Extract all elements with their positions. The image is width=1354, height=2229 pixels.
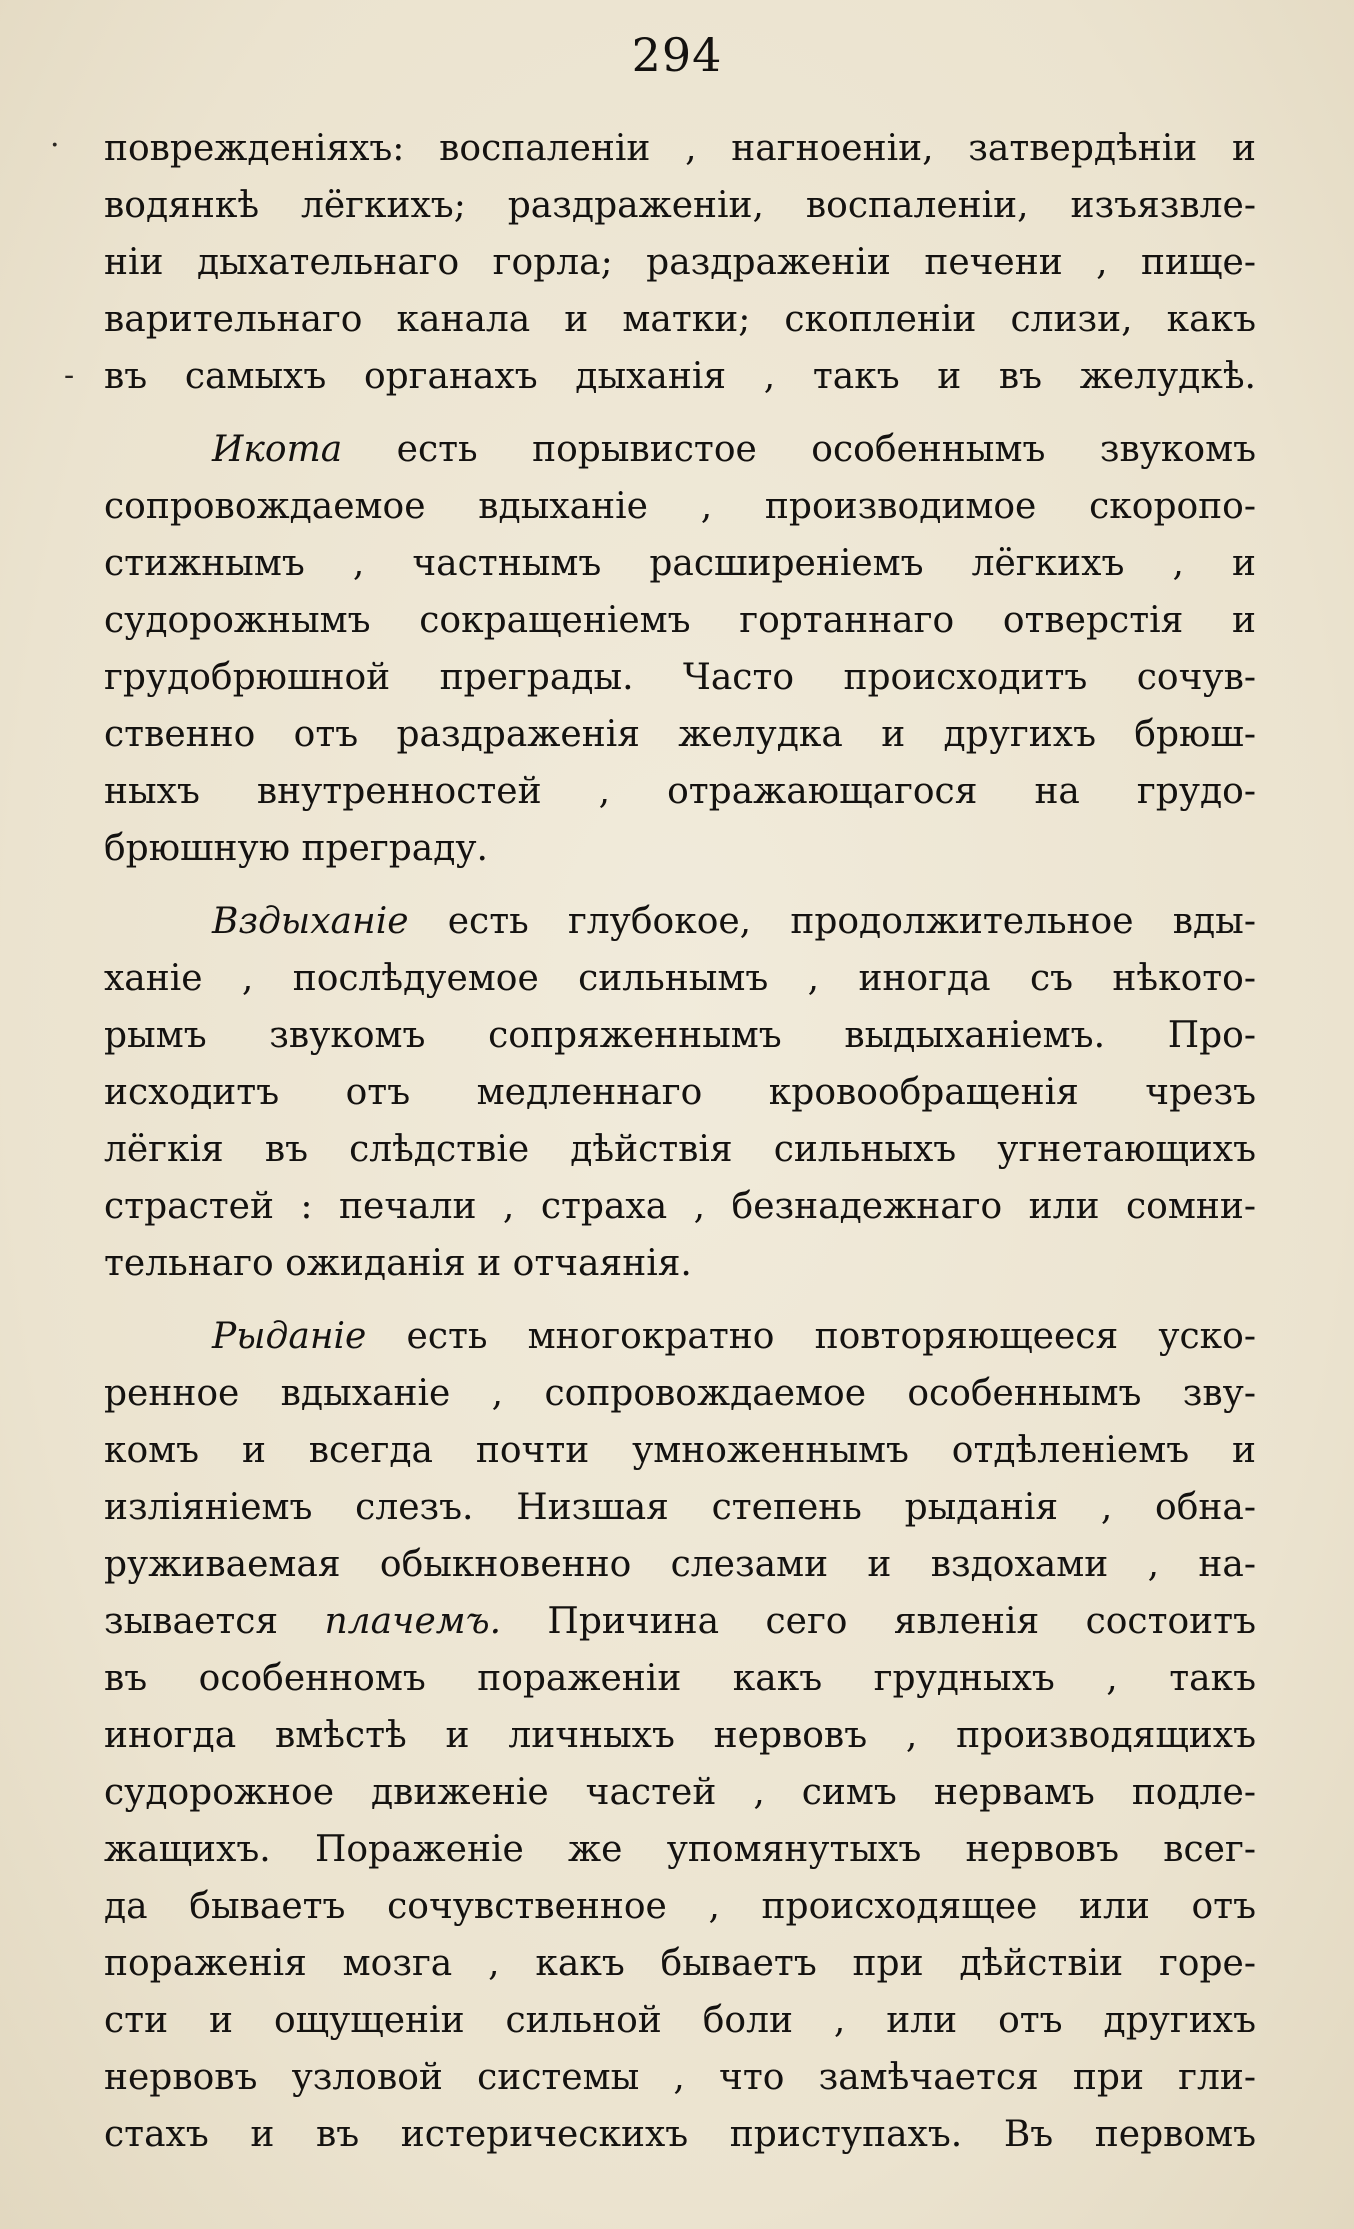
text-line <box>104 893 1256 950</box>
text-line: поврежденіяхъ: воспаленіи , нагноеніи, затвердѣніи и <box>104 128 1256 169</box>
text-line: ніи дыхательнаго горла; раздраженіи печени , пище- <box>104 242 1256 283</box>
text-line: лёгкія въ слѣдствіе дѣйствія сильныхъ угнетающихъ <box>104 1129 1256 1170</box>
text-line <box>104 1308 1256 1365</box>
term-vzdykhanie: Вздыханіе <box>212 901 409 942</box>
term-plach: плачемъ. <box>324 1601 502 1642</box>
text-line: ныхъ внутренностей , отражающагося на грудо- <box>104 771 1256 812</box>
text-line: руживаемая обыкновенно слезами и вздохами , на- <box>104 1544 1256 1585</box>
term-rydanie: Рыданіе <box>212 1316 367 1357</box>
text-line <box>104 421 1256 478</box>
paragraph-ikota <box>104 421 1256 877</box>
line-text: Причина сего явленія состоитъ <box>501 1601 1256 1642</box>
text-line: исходитъ отъ медленнаго кровообращенія чрезъ <box>104 1072 1256 1113</box>
paragraph-vzdykhanie <box>104 893 1256 1292</box>
body-text <box>104 120 1256 2163</box>
text-line: страстей : печали , страха , безнадежнаго или сомни- <box>104 1186 1256 1227</box>
text-line: иногда вмѣстѣ и личныхъ нервовъ , производящихъ <box>104 1715 1256 1756</box>
term-ikota: Икота <box>212 429 343 470</box>
text-line: рымъ звукомъ сопряженнымъ выдыханіемъ. Про- <box>104 1015 1256 1056</box>
text-line: комъ и всегда почти умноженнымъ отдѣленіемъ и <box>104 1430 1256 1471</box>
text-line: судорожнымъ сокращеніемъ гортаннаго отверстія и <box>104 600 1256 641</box>
text-line: стижнымъ , частнымъ расширеніемъ лёгкихъ , и <box>104 543 1256 584</box>
text-line: въ особенномъ пораженіи какъ грудныхъ , такъ <box>104 1658 1256 1699</box>
text-line: пораженія мозга , какъ бываетъ при дѣйствіи горе- <box>104 1943 1256 1984</box>
text-line: ственно отъ раздраженія желудка и другихъ брюш- <box>104 714 1256 755</box>
text-line: сопровождаемое вдыханіе , производимое скоропо- <box>104 486 1256 527</box>
paragraph-continuation <box>104 120 1256 405</box>
margin-speck: · <box>50 128 60 163</box>
text-line: нервовъ узловой системы , что замѣчается при гли- <box>104 2057 1256 2098</box>
line-text: есть многократно повторяющееся уско- <box>366 1316 1256 1357</box>
line-text: есть глубокое, продолжительное вды- <box>408 901 1256 942</box>
text-line: изліяніемъ слезъ. Низшая степень рыданія , обна- <box>104 1487 1256 1528</box>
page-number: 294 <box>631 28 723 82</box>
text-line: грудобрюшной преграды. Часто происходитъ сочув- <box>104 657 1256 698</box>
line-text: зывается <box>104 1601 325 1642</box>
text-line: жащихъ. Пораженіе же упомянутыхъ нервовъ всег- <box>104 1829 1256 1870</box>
text-line: тельнаго ожиданія и отчаянія. <box>104 1243 692 1284</box>
text-line: сти и ощущеніи сильной боли , или отъ другихъ <box>104 2000 1256 2041</box>
text-line: ренное вдыханіе , сопровождаемое особеннымъ зву- <box>104 1373 1256 1414</box>
text-line: стахъ и въ истерическихъ приступахъ. Въ первомъ <box>104 2114 1256 2155</box>
text-line: ханіе , послѣдуемое сильнымъ , иногда съ нѣкото- <box>104 958 1256 999</box>
text-line: водянкѣ лёгкихъ; раздраженіи, воспаленіи, изъязвле- <box>104 185 1256 226</box>
text-line: судорожное движеніе частей , симъ нервамъ подле- <box>104 1772 1256 1813</box>
text-line: въ самыхъ органахъ дыханія , такъ и въ желудкѣ. <box>104 356 1256 397</box>
text-line: да бываетъ сочувственное , происходящее или отъ <box>104 1886 1256 1927</box>
text-line: варительнаго канала и матки; скопленіи слизи, какъ <box>104 299 1256 340</box>
line-text: есть порывистое особеннымъ звукомъ <box>342 429 1256 470</box>
margin-speck: - <box>64 358 75 393</box>
text-line: брюшную преграду. <box>104 828 488 869</box>
paragraph-rydanie <box>104 1308 1256 2163</box>
text-line <box>104 1593 1256 1650</box>
